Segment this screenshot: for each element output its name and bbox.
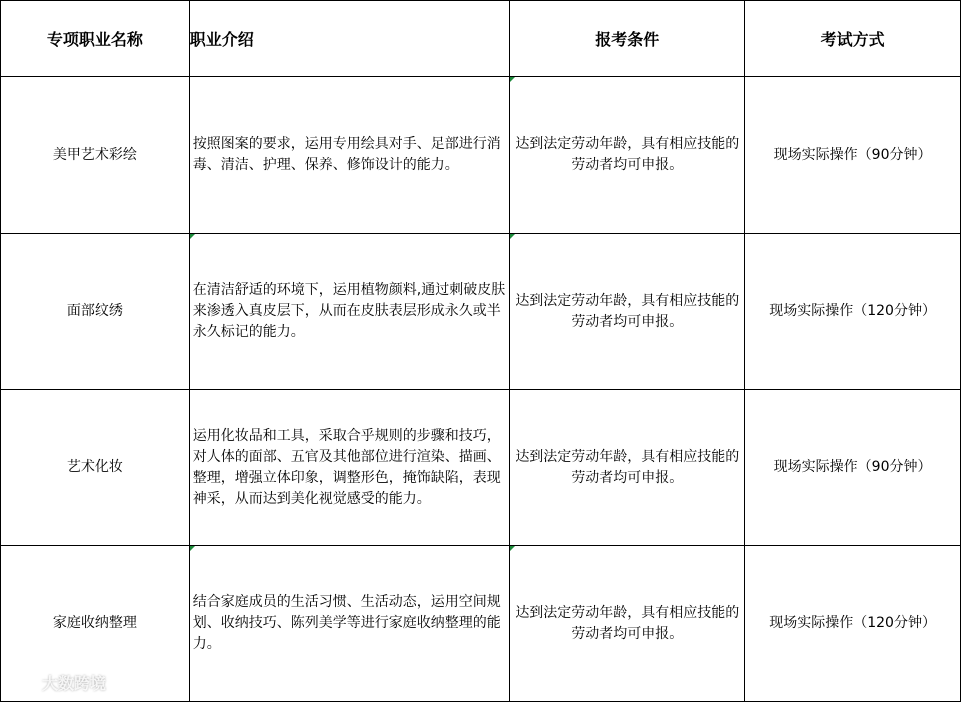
occupation-intro: 结合家庭成员的生活习惯、生活动态，运用空间规划、收纳技巧、陈列美学等进行家庭收纳整理的能力。 (192, 594, 501, 652)
header-row (1, 1, 961, 77)
requirements: 达到法定劳动年龄，具有相应技能的劳动者均可申报。 (515, 604, 740, 642)
requirements: 达到法定劳动年龄，具有相应技能的劳动者均可申报。 (515, 136, 740, 173)
occupation-name: 家庭收纳整理 (1, 546, 190, 702)
occupation-intro: 在清洁舒适的环境下，运用植物颜料,通过刺破皮肤来渗透入真皮层下，从而在皮肤表层形成永久或半永久标记的能力。 (192, 282, 506, 340)
header-occupation-name: 专项职业名称 (1, 1, 190, 77)
occupation-name: 艺术化妆 (1, 390, 190, 546)
requirements-cell (510, 390, 745, 546)
occupation-intro: 运用化妆品和工具，采取合乎规则的步骤和技巧，对人体的面部、五官及其他部位进行渲染、描画、整理，增强立体印象，调整形色，掩饰缺陷，表现神采，从而达到美化视觉感受的能力。 (192, 427, 501, 507)
requirements: 达到法定劳动年龄，具有相应技能的劳动者均可申报。 (515, 292, 740, 330)
cell-marker (510, 234, 515, 239)
watermark (6, 671, 106, 694)
requirements-cell (510, 234, 745, 390)
watermark-logo-icon (6, 673, 36, 693)
header-exam-method: 考试方式 (745, 1, 961, 77)
occupation-intro-cell (189, 234, 510, 390)
requirements-cell (510, 77, 745, 234)
table-row (1, 546, 961, 702)
requirements-cell (510, 546, 745, 702)
occupation-intro-cell (189, 77, 510, 234)
exam-method: 现场实际操作（120分钟） (745, 546, 961, 702)
occupation-name: 美甲艺术彩绘 (1, 77, 190, 234)
table-row (1, 234, 961, 390)
occupation-intro: 按照图案的要求，运用专用绘具对手、足部进行消毒、清洁、护理、保养、修饰设计的能力。 (192, 136, 501, 173)
occupation-intro-cell (189, 546, 510, 702)
cell-marker (190, 234, 195, 239)
exam-method: 现场实际操作（90分钟） (745, 77, 961, 234)
watermark-text: 大数跨境 (42, 674, 107, 693)
table-row (1, 390, 961, 546)
header-occupation-intro: 职业介绍 (189, 1, 510, 77)
occupation-name: 面部纹绣 (1, 234, 190, 390)
exam-method: 现场实际操作（120分钟） (745, 234, 961, 390)
cell-marker (510, 546, 515, 551)
cell-marker (510, 77, 515, 82)
header-requirements: 报考条件 (510, 1, 745, 77)
requirements: 达到法定劳动年龄，具有相应技能的劳动者均可申报。 (515, 448, 740, 486)
occupation-intro-cell (189, 390, 510, 546)
cell-marker (190, 546, 195, 551)
exam-method: 现场实际操作（90分钟） (745, 390, 961, 546)
table-row (1, 77, 961, 234)
